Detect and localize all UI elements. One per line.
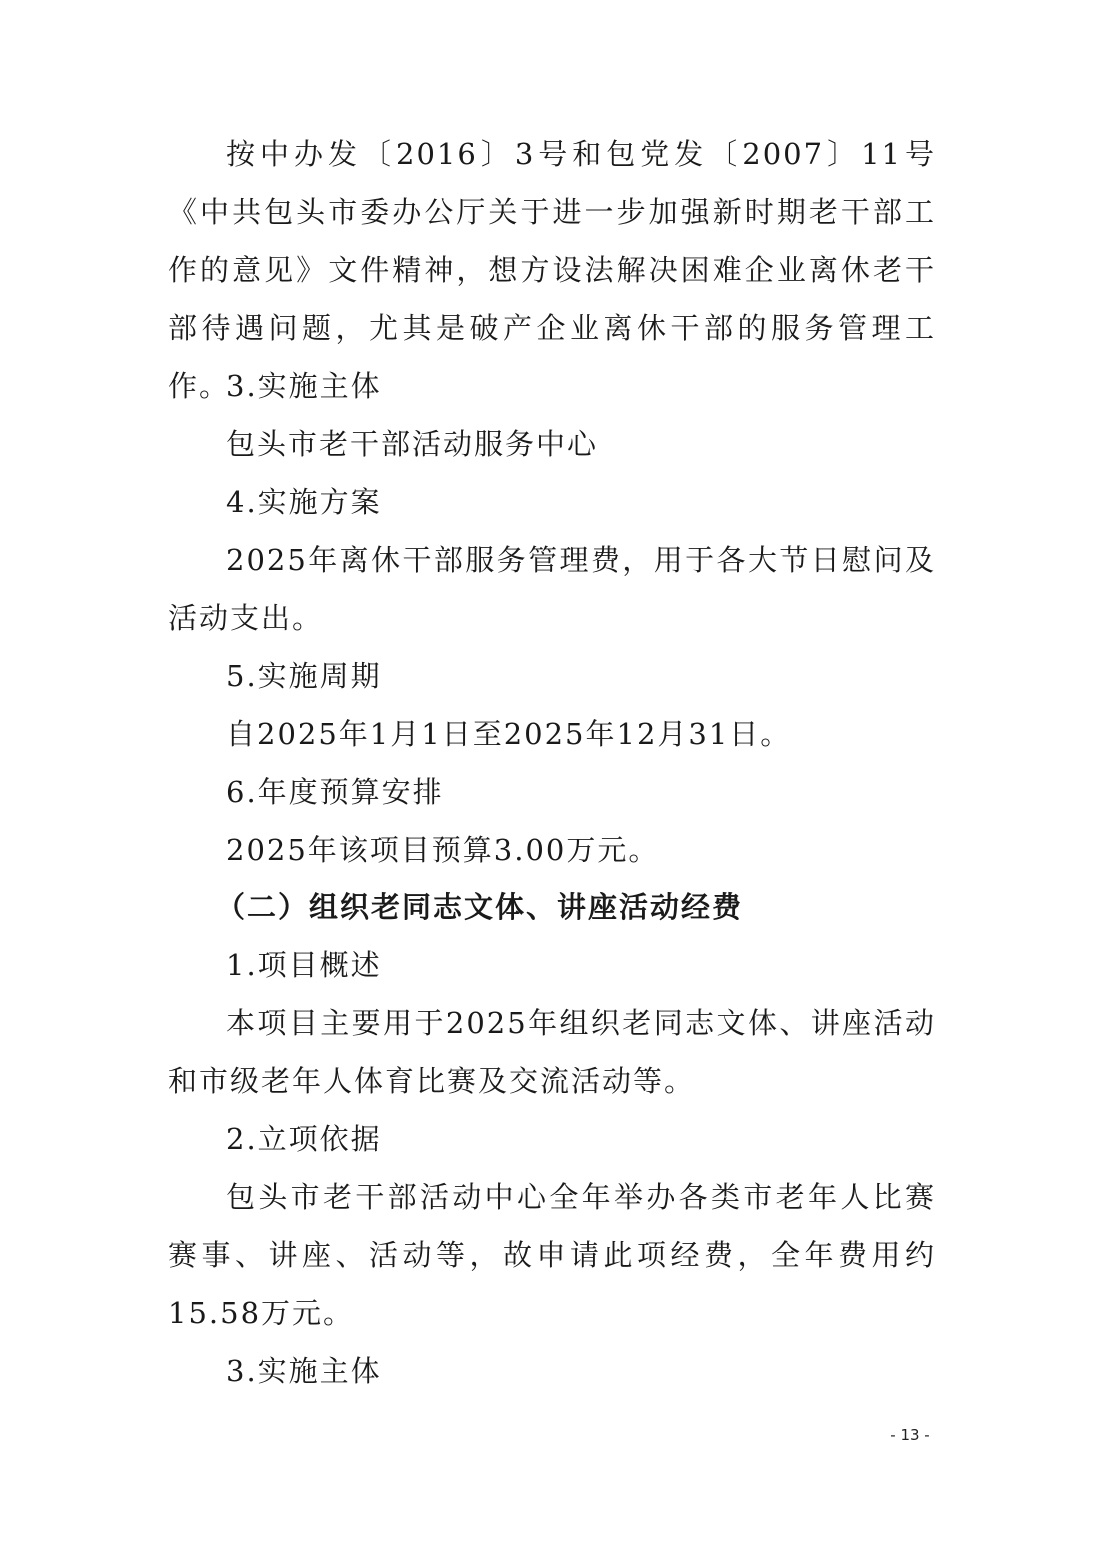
page-number: - 13 - [890, 1426, 930, 1444]
paragraph-basis-text: 按中办发〔2016〕3号和包党发〔2007〕11号《中共包头市委办公厅关于进一步加强新时期老干部工作的意见》文件精神，想方设法解决困难企业离休老干部待遇问题，尤其是破产企业离休干部的服务管理工作。 [168, 137, 936, 403]
paragraph-budget: 2025年该项目预算3.00万元。 [226, 833, 660, 867]
heading-plan: 4.实施方案 [226, 485, 382, 519]
paragraph-plan: 2025年离休干部服务管理费，用于各大节日慰问及活动支出。 [168, 543, 936, 635]
section-heading-two: （二）组织老同志文体、讲座活动经费 [216, 890, 744, 924]
heading-budget: 6.年度预算安排 [226, 775, 444, 809]
heading-period: 5.实施周期 [226, 659, 382, 693]
heading-implementer: 3.实施主体 [226, 369, 382, 403]
paragraph-implementer: 包头市老干部活动服务中心 [226, 427, 599, 461]
heading-implementer-two: 3.实施主体 [226, 1354, 382, 1388]
paragraph-basis-two: 包头市老干部活动中心全年举办各类市老年人比赛赛事、讲座、活动等，故申请此项经费，全年费用约15.58万元。 [168, 1180, 936, 1330]
heading-overview: 1.项目概述 [226, 948, 382, 982]
heading-basis: 2.立项依据 [226, 1122, 382, 1156]
paragraph-overview: 本项目主要用于2025年组织老同志文体、讲座活动和市级老年人体育比赛及交流活动等。 [168, 1006, 936, 1098]
paragraph-period: 自2025年1月1日至2025年12月31日。 [226, 717, 792, 751]
